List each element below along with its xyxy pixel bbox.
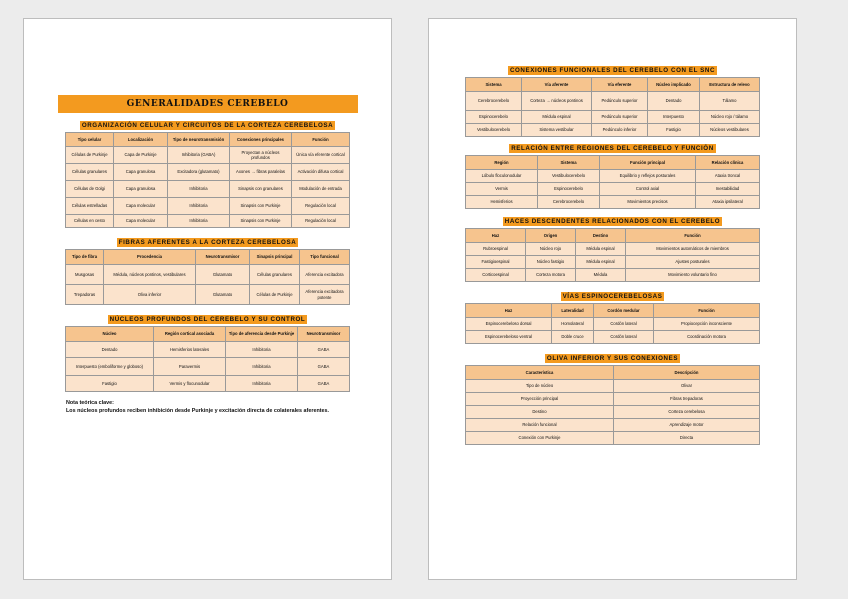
table-cell: Espinocerebelo — [466, 111, 522, 124]
table-header-row — [466, 156, 760, 170]
section-title-deep-nuclei: NÚCLEOS PROFUNDOS DEL CEREBELO Y SU CONTROL — [109, 316, 306, 323]
table-cell: Núcleos vestibulares — [700, 124, 760, 137]
table-cell: Sinapsis con Purkinje — [230, 215, 292, 228]
table-row — [66, 215, 350, 228]
table-cell: Olivar — [614, 380, 760, 393]
table-cell: Ajustes posturales — [626, 256, 760, 269]
table-cell: Pedúnculo inferior — [592, 124, 648, 137]
table-row — [66, 198, 350, 215]
section-title-functional-connections: CONEXIONES FUNCIONALES DEL CEREBELO CON EL SNC — [509, 67, 716, 74]
table-cell: Sinapsis con granulares — [230, 181, 292, 198]
key-note — [66, 400, 356, 416]
table-spinocerebellar-tracts — [465, 303, 760, 344]
table-cell: Espinocerebeloso ventral — [466, 331, 552, 344]
table-header-row — [466, 366, 760, 380]
table-cell: Cerebrocerebelo — [538, 196, 600, 209]
table-deep-nuclei — [65, 326, 350, 392]
column-header: Destino — [576, 229, 626, 243]
column-header: Lateralidad — [552, 304, 594, 318]
table-header-row — [466, 304, 760, 318]
table-cell: Médula espinal — [522, 111, 592, 124]
table-cell: Movimientos automáticos de miembros — [626, 243, 760, 256]
table-cell: Trepadoras — [66, 285, 104, 305]
table-cell: Cordón lateral — [594, 331, 654, 344]
table-cell: Capa molecular — [114, 215, 168, 228]
table-cell: Capa granulosa — [114, 164, 168, 181]
table-regions-function — [465, 155, 760, 209]
column-header: Sistema — [538, 156, 600, 170]
table-header-row — [66, 133, 350, 147]
table-row — [66, 285, 350, 305]
table-cell: Coordinación motora — [654, 331, 760, 344]
table-cell: Doble cruce — [552, 331, 594, 344]
table-cell: Corteza motora — [526, 269, 576, 282]
column-header: Origen — [526, 229, 576, 243]
table-row — [466, 124, 760, 137]
table-cell: Células en cesto — [66, 215, 114, 228]
table-row — [66, 147, 350, 164]
table-row — [66, 342, 350, 358]
column-header: Haz — [466, 304, 552, 318]
column-header: Relación clínica — [696, 156, 760, 170]
table-cell: Corteza cerebelosa — [614, 406, 760, 419]
section-title-regions-function: RELACIÓN ENTRE REGIONES DEL CEREBELO Y FUNCIÓN — [511, 145, 714, 152]
table-cell: Movimientos precisos — [600, 196, 696, 209]
column-header: Tipo celular — [66, 133, 114, 147]
table-inferior-olive — [465, 365, 760, 445]
table-cell: Equilibrio y reflejos posturales — [600, 170, 696, 183]
table-row — [466, 196, 760, 209]
table-row — [466, 256, 760, 269]
table-cell: Oliva inferior — [104, 285, 196, 305]
table-cell: Vermis y flocunodular — [154, 376, 226, 392]
column-header: Región — [466, 156, 538, 170]
table-cell: Rubroespinal — [466, 243, 526, 256]
column-header: Región cortical asociada — [154, 327, 226, 342]
table-cell: Pedúnculo superior — [592, 92, 648, 111]
table-cell: Médula espinal — [576, 243, 626, 256]
column-header: Tipo de fibra — [66, 250, 104, 265]
table-cell: Fastigio — [648, 124, 700, 137]
table-header-row — [66, 327, 350, 342]
table-cell: Células de Golgi — [66, 181, 114, 198]
table-cell: Ataxia ipsilateral — [696, 196, 760, 209]
table-row — [466, 170, 760, 183]
table-cell: Hemisferios laterales — [154, 342, 226, 358]
table-cell: GABA — [298, 376, 350, 392]
table-cell: Fastigio — [66, 376, 154, 392]
table-row — [466, 331, 760, 344]
table-cell: Regulación local — [292, 215, 350, 228]
table-cell: Aferencia excitadora — [300, 265, 350, 285]
column-header: Estructura de relevo — [700, 78, 760, 92]
table-cell: Cordón lateral — [594, 318, 654, 331]
table-cell: Glutamato — [196, 265, 250, 285]
table-cell: Control axial — [600, 183, 696, 196]
column-header: Tipo de aferencia desde Purkinje — [226, 327, 298, 342]
column-header: Localización — [114, 133, 168, 147]
column-header: Conexiones principales — [230, 133, 292, 147]
table-row — [66, 358, 350, 376]
table-cell: Tálamo — [700, 92, 760, 111]
table-row — [66, 376, 350, 392]
table-cell: Glutamato — [196, 285, 250, 305]
column-header: Sistema — [466, 78, 522, 92]
column-header: Neurotransmisor — [196, 250, 250, 265]
table-cell: Espinocerebeloso dorsal — [466, 318, 552, 331]
table-row — [466, 318, 760, 331]
column-header: Función principal — [600, 156, 696, 170]
section-title-descending-tracts: HACES DESCENDENTES RELACIONADOS CON EL CEREBELO — [504, 218, 721, 225]
table-cell: Axones → fibras paralelas — [230, 164, 292, 181]
section-title-afferent-fibers: FIBRAS AFERENTES A LA CORTEZA CEREBELOSA — [118, 239, 297, 246]
table-cell: Modulación de entrada — [292, 181, 350, 198]
table-cell: Tipo de núcleo — [466, 380, 614, 393]
table-row — [466, 269, 760, 282]
table-cell: Musgosas — [66, 265, 104, 285]
column-header: Característica — [466, 366, 614, 380]
table-cell: Directa — [614, 432, 760, 445]
table-cell: Relación funcional — [466, 419, 614, 432]
table-cell: Capa de Purkinje — [114, 147, 168, 164]
table-cell: Única vía eferente cortical — [292, 147, 350, 164]
table-cell: Conexión con Purkinje — [466, 432, 614, 445]
page-2-content — [429, 67, 796, 445]
table-cell: Aferencia excitadora potente — [300, 285, 350, 305]
table-cell: Inhibitoria — [226, 342, 298, 358]
table-cell: Inhibitoria — [168, 215, 230, 228]
column-header: Descripción — [614, 366, 760, 380]
table-row — [466, 92, 760, 111]
document-page-1 — [23, 18, 392, 580]
table-cellular-organization — [65, 132, 350, 228]
table-row — [66, 265, 350, 285]
table-cell: Propiocepción inconsciente — [654, 318, 760, 331]
table-cell: Células granulares — [250, 265, 300, 285]
column-header: Procedencia — [104, 250, 196, 265]
table-cell: Inhibitoria (GABA) — [168, 147, 230, 164]
table-cell: Inhibitoria — [226, 358, 298, 376]
column-header: Cordón medular — [594, 304, 654, 318]
table-row — [466, 406, 760, 419]
key-note-label: Nota teórica clave: — [66, 400, 114, 406]
table-cell: Interpuesto (emboliforme y globoso) — [66, 358, 154, 376]
table-functional-connections — [465, 77, 760, 137]
table-cell: Dentado — [648, 92, 700, 111]
column-header: Función — [654, 304, 760, 318]
table-cell: GABA — [298, 358, 350, 376]
table-row — [66, 164, 350, 181]
table-cell: Lóbulo floculonodular — [466, 170, 538, 183]
column-header: Núcleo — [66, 327, 154, 342]
table-cell: Movimiento voluntario fino — [626, 269, 760, 282]
table-row — [466, 380, 760, 393]
table-header-row — [66, 250, 350, 265]
section-title-cellular-organization: ORGANIZACIÓN CELULAR Y CIRCUITOS DE LA CORTEZA CEREBELOSA — [81, 122, 334, 129]
column-header: Vía eferente — [592, 78, 648, 92]
column-header: Núcleo implicado — [648, 78, 700, 92]
table-cell: Médula — [576, 269, 626, 282]
table-cell: Dentado — [66, 342, 154, 358]
table-cell: Vestibulocerebelo — [466, 124, 522, 137]
table-cell: Capa molecular — [114, 198, 168, 215]
table-cell: Fibras trepadoras — [614, 393, 760, 406]
table-cell: Médula, núcleos pontinos, vestibulares — [104, 265, 196, 285]
column-header: Neurotransmisor — [298, 327, 350, 342]
table-cell: Células granulares — [66, 164, 114, 181]
table-cell: Vestibulocerebelo — [538, 170, 600, 183]
table-cell: Células estrelladas — [66, 198, 114, 215]
table-cell: Núcleo rojo — [526, 243, 576, 256]
table-cell: Inhibitoria — [168, 181, 230, 198]
key-note-text: Los núcleos profundos reciben inhibición desde Purkinje y excitación directa de colaterales aferentes. — [66, 407, 330, 414]
table-cell: Proyectan a núcleos profundos — [230, 147, 292, 164]
column-header: Función — [292, 133, 350, 147]
table-header-row — [466, 78, 760, 92]
table-cell: Sinapsis con Purkinje — [230, 198, 292, 215]
column-header: Tipo funcional — [300, 250, 350, 265]
table-cell: Capa granulosa — [114, 181, 168, 198]
document-title: GENERALIDADES CEREBELO — [58, 95, 358, 113]
table-descending-tracts — [465, 228, 760, 282]
table-afferent-fibers — [65, 249, 350, 305]
column-header: Sinapsis principal — [250, 250, 300, 265]
table-cell: Paravermis — [154, 358, 226, 376]
table-cell: Vermis — [466, 183, 538, 196]
table-cell: Activación difusa cortical — [292, 164, 350, 181]
column-header: Función — [626, 229, 760, 243]
table-cell: Aprendizaje motor — [614, 419, 760, 432]
table-row — [466, 111, 760, 124]
table-cell: Destino — [466, 406, 614, 419]
table-row — [66, 181, 350, 198]
table-cell: Células de Purkinje — [250, 285, 300, 305]
table-cell: Pedúnculo superior — [592, 111, 648, 124]
page-1-content — [24, 95, 391, 416]
table-cell: Inhibitoria — [168, 198, 230, 215]
table-cell: Homolateral — [552, 318, 594, 331]
column-header: Haz — [466, 229, 526, 243]
document-page-2 — [428, 18, 797, 580]
table-row — [466, 243, 760, 256]
table-cell: Inestabilidad — [696, 183, 760, 196]
section-title-spinocerebellar-tracts: VÍAS ESPINOCEREBELOSAS — [562, 293, 663, 300]
table-cell: Excitadora (glutamato) — [168, 164, 230, 181]
table-cell: Núcleo rojo / tálamo — [700, 111, 760, 124]
section-title-inferior-olive: OLIVA INFERIOR Y SUS CONEXIONES — [546, 355, 679, 362]
table-cell: Corteza → núcleos pontinos — [522, 92, 592, 111]
table-cell: Cerebrocerebelo — [466, 92, 522, 111]
table-cell: Interpuesto — [648, 111, 700, 124]
table-header-row — [466, 229, 760, 243]
table-cell: Inhibitoria — [226, 376, 298, 392]
table-cell: Proyección principal — [466, 393, 614, 406]
table-cell: Corticoespinal — [466, 269, 526, 282]
column-header: Tipo de neurotransmisión — [168, 133, 230, 147]
column-header: Vía aferente — [522, 78, 592, 92]
table-cell: Sistema vestibular — [522, 124, 592, 137]
table-row — [466, 419, 760, 432]
table-cell: GABA — [298, 342, 350, 358]
table-cell: Espinocerebelo — [538, 183, 600, 196]
table-cell: Núcleo fastigio — [526, 256, 576, 269]
table-row — [466, 432, 760, 445]
table-row — [466, 393, 760, 406]
table-cell: Médula espinal — [576, 256, 626, 269]
table-cell: Regulación local — [292, 198, 350, 215]
table-cell: Hemisferios — [466, 196, 538, 209]
table-cell: Ataxia troncal — [696, 170, 760, 183]
table-row — [466, 183, 760, 196]
table-cell: Células de Purkinje — [66, 147, 114, 164]
table-cell: Fastigioespinal — [466, 256, 526, 269]
